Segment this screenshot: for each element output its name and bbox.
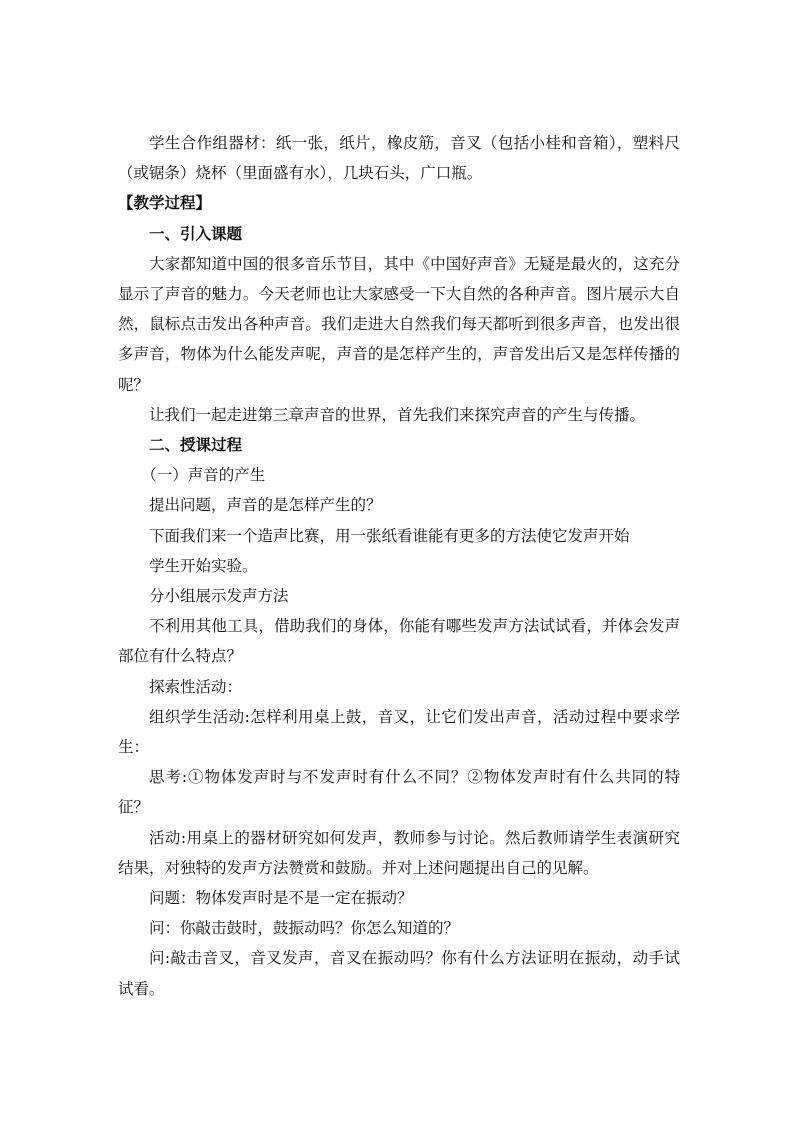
paragraph-tuning-fork-question: 问:敲击音叉，音叉发声，音叉在振动吗？你有什么方法证明在振动，动手试试看。 — [118, 949, 680, 998]
paragraph-chapter-intro: 让我们一起走进第三章声音的世界，首先我们来探究声音的产生与传播。 — [149, 405, 646, 424]
paragraph-activity: 活动:用桌上的器材研究如何发声，教师参与讨论。然后教师请学生表演研究结果，对独特的发声方法赞赏和鼓励。并对上述问题提出自己的见解。 — [118, 828, 680, 877]
paragraph-vibration-question: 问题：物体发声时是不是一定在振动？ — [149, 889, 413, 908]
paragraph-equipment: 学生合作组器材：纸一张，纸片，橡皮筋，音叉（包括小桂和音箱），塑料尺（或锯条）烧杯（里面盛有水），几块石头，广口瓶。 — [118, 134, 680, 183]
paragraph-exploration: 探索性活动： — [149, 677, 243, 696]
section-heading-teaching-process: 【教学过程】 — [118, 193, 212, 213]
paragraph-question: 提出问题，声音的是怎样产生的？ — [149, 496, 382, 515]
paragraph-think: 思考:①物体发声时与不发声时有什么不同？②物体发声时有什么共同的特征？ — [118, 768, 680, 817]
document-body — [118, 128, 680, 1004]
subheading-introduction: 一、引入课题 — [149, 223, 243, 243]
paragraph-experiment: 学生开始实验。 — [149, 556, 258, 575]
paragraph-drum-question: 问：你敲击鼓时，鼓振动吗？你怎么知道的？ — [149, 919, 460, 938]
paragraph-contest: 下面我们来一个造声比赛，用一张纸看谁能有更多的方法使它发声开始 — [149, 526, 630, 545]
paragraph-organize-activity: 组织学生活动:怎样利用桌上鼓，音叉，让它们发出声音，活动过程中要求学生： — [118, 707, 680, 757]
subheading-lesson-process: 二、授课过程 — [149, 435, 243, 455]
paragraph-body-sound: 不利用其他工具，借助我们的身体，你能有哪些发声方法试试看，并体会发声部位有什么特点？ — [118, 617, 680, 666]
subheading-sound-production: （一）声音的产生 — [141, 466, 266, 485]
paragraph-introduction: 大家都知道中国的很多音乐节目，其中《中国好声音》无疑是最火的，这充分显示了声音的魅力。今天老师也让大家感受一下大自然的各种声音。图片展示大自然，鼠标点击发出各种声音。我们走进大自然我们每天都听到很多声音，也发出很多声音，物体为什么能发声呢，声音的是怎样产生的，声音发出后又是怎样传播的呢？ — [118, 254, 680, 394]
paragraph-group-show: 分小组展示发声方法 — [149, 587, 289, 606]
